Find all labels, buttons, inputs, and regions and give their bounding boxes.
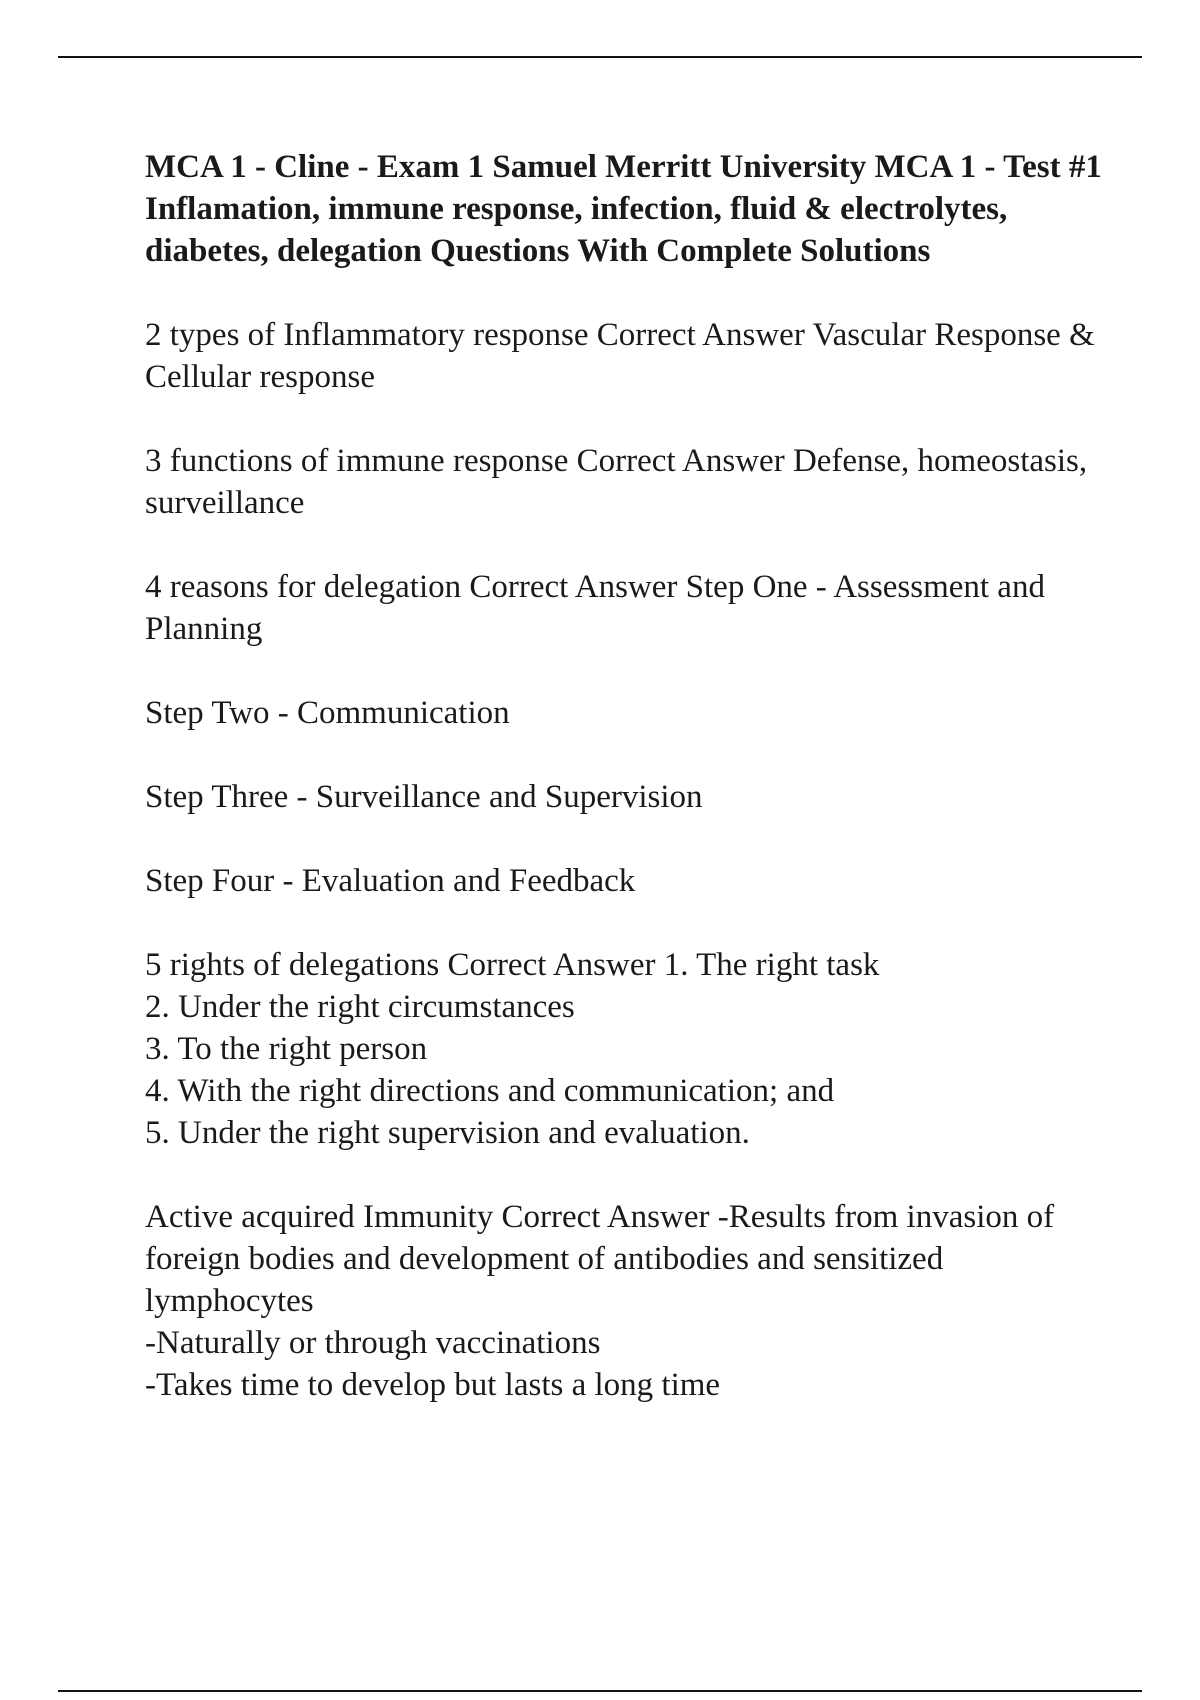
entry-line: 2. Under the right circumstances [145,989,575,1025]
entry-line: -Naturally or through vaccinations [145,1325,601,1361]
top-rule [58,56,1142,58]
bottom-rule [58,1690,1142,1692]
document-title: MCA 1 - Cline - Exam 1 Samuel Merritt University MCA 1 - Test #1 Inflamation, immune response, infection, fluid & electrolytes, diabetes, delegation Questions With Complete Solutions [145,149,1102,269]
entry-line: 3. To the right person [145,1031,428,1067]
entry-step-four [145,860,1105,902]
entry-active-immunity [145,1196,1105,1406]
entry-line: Active acquired Immunity Correct Answer -Results from invasion of foreign bodies and development of antibodies and sensitized lymphocytes [145,1199,1055,1319]
entry-line: Step Three - Surveillance and Supervision [145,779,703,815]
entry-line: 3 functions of immune response Correct Answer Defense, homeostasis, surveillance [145,443,1088,521]
entry-inflammatory-response [145,314,1105,398]
entry-step-three [145,776,1105,818]
entry-line: 4 reasons for delegation Correct Answer Step One - Assessment and Planning [145,569,1045,647]
entry-five-rights [145,944,1105,1154]
entry-immune-functions [145,440,1105,524]
entry-line: -Takes time to develop but lasts a long time [145,1367,721,1403]
document-body [145,146,1105,1406]
entry-line: 4. With the right directions and communication; and [145,1073,835,1109]
entry-line: 5 rights of delegations Correct Answer 1. The right task [145,947,880,983]
entry-delegation-reasons [145,566,1105,650]
entry-line: 2 types of Inflammatory response Correct Answer Vascular Response & Cellular response [145,317,1095,395]
entry-line: 5. Under the right supervision and evaluation. [145,1115,750,1151]
entry-line: Step Two - Communication [145,695,510,731]
entry-step-two [145,692,1105,734]
entry-line: Step Four - Evaluation and Feedback [145,863,636,899]
